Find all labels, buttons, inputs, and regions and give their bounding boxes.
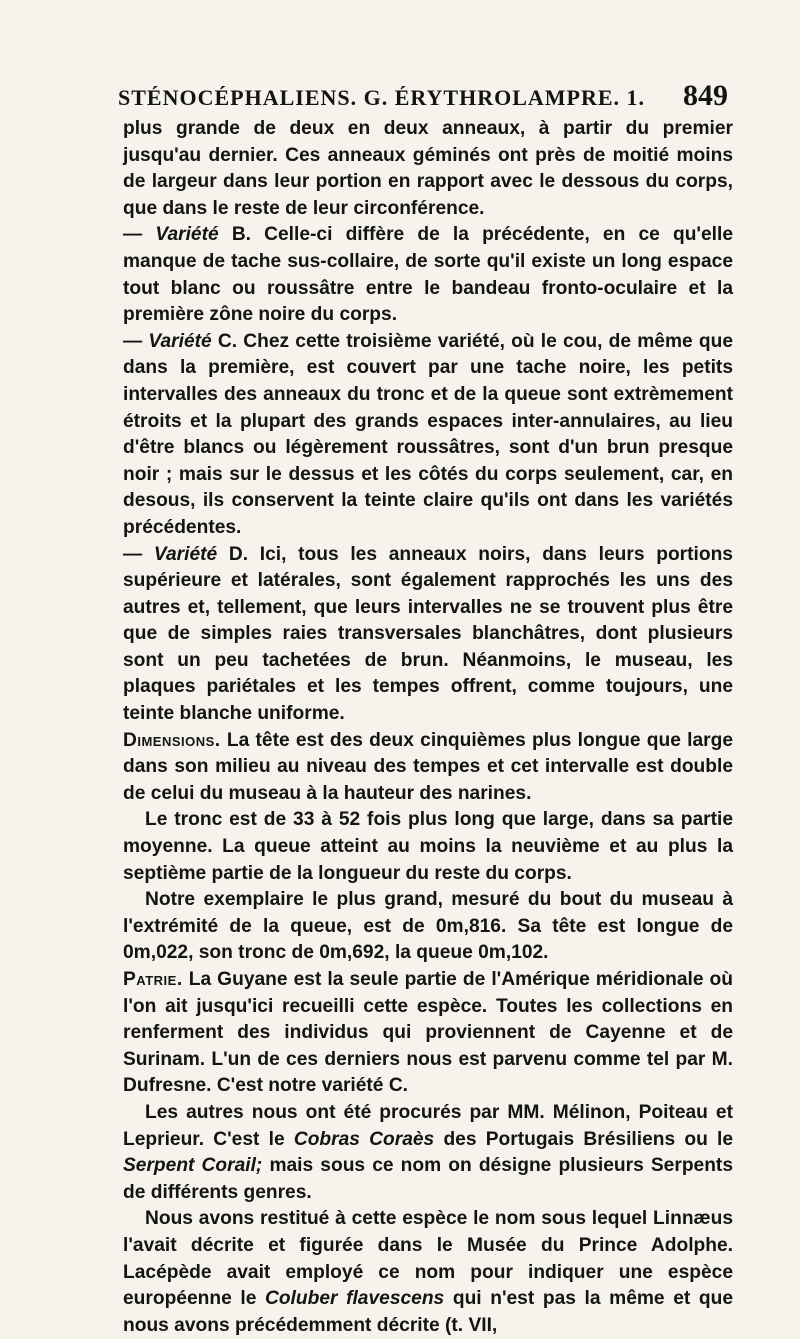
italic-text: Serpent Corail; bbox=[123, 1155, 263, 1177]
paragraph bbox=[123, 967, 733, 1100]
italic-text: Coluber flavescens bbox=[264, 1288, 445, 1310]
text-run: des Portugais Brésiliens ou le bbox=[434, 1128, 734, 1150]
text-run: Les autres nous ont été procurés par MM. Mélinon, Poiteau et Leprieur. C'est le bbox=[123, 1101, 733, 1150]
text-run: C. Chez cette troisième variété, où le cou, de même que dans la première, est couvert par une tache noire, les petits intervalles des anneaux du tronc et de la queue sont extrèmement étroits et la plupart des grands espaces inter-annulaires, au lieu d'être blancs ou légèrement roussâtres, sont d'un brun presque noir ; mais sur le dessus et les côtés du corps seulement, car, en desous, ils conservent la teinte claire qu'ils ont dans les variétés précédentes. bbox=[123, 330, 733, 538]
text-run: La tête est des deux cinquièmes plus longue que large dans son milieu au niveau des tempes et cet intervalle est double de celui du museau à la hauteur des narines. bbox=[123, 729, 733, 804]
text-run: Nous avons restitué à cette espèce le nom sous lequel Linnæus l'avait décrite et figurée dans le Musée du Prince Adolphe. Lacépède avait employé ce nom pour indiquer une espèce européenne le bbox=[123, 1208, 733, 1310]
text-run: — bbox=[123, 330, 149, 352]
text-run: La Guyane est la seule partie de l'Amérique méridionale où l'on ait jusqu'ici recueilli cette espèce. Toutes les collections en renferment des individus qui proviennent de Cayenne et de Surinam. L'un de ces derniers nous est parvenu comme tel par M. Dufresne. C'est notre variété C. bbox=[123, 969, 733, 1097]
text-run: D. Ici, tous les anneaux noirs, dans leurs portions supérieure et latérales, sont également rapprochés les uns des autres et, tellement, que leurs intervalles ne se trouvent plus être que de simples raies transversales blanchâtres, dont plusieurs sont un peu tachetées de brun. Néanmoins, le museau, les plaques pariétales et les tempes offrent, comme toujours, une teinte blanche uniforme. bbox=[123, 543, 733, 725]
text-run: plus grande de deux en deux anneaux, à partir du premier jusqu'au dernier. Ces anneaux géminés ont près de moitié moins de largeur dans leur portion en rapport avec le dessous du corps, que dans le reste de leur circonférence. bbox=[123, 118, 733, 219]
body-text bbox=[123, 116, 733, 1339]
paragraph bbox=[123, 329, 733, 542]
italic-text: Cobras Coraès bbox=[293, 1128, 435, 1150]
paragraph bbox=[123, 1100, 733, 1206]
running-title: STÉNOCÉPHALIENS. G. ÉRYTHROLAMPRE. 1. bbox=[118, 85, 646, 110]
paragraph bbox=[123, 116, 733, 222]
text-run: qui n'est pas la même et que nous avons précédemment décrite (t. VII, bbox=[123, 1288, 733, 1336]
text-run: — bbox=[123, 543, 154, 565]
paragraph bbox=[123, 728, 733, 808]
italic-text: Variété bbox=[153, 543, 218, 565]
page-header bbox=[118, 75, 728, 115]
paragraph bbox=[123, 807, 733, 887]
text-run: Notre exemplaire le plus grand, mesuré du bout du museau à l'extrémité de la queue, est de 0m,816. Sa tête est longue de 0m,022, son tronc de 0m,692, la queue 0m,102. bbox=[123, 889, 733, 964]
text-run: mais sous ce nom on désigne plusieurs Serpents de différents genres. bbox=[123, 1155, 733, 1203]
paragraph bbox=[123, 887, 733, 967]
page-number: 849 bbox=[683, 79, 728, 112]
text-run: — bbox=[123, 224, 156, 246]
paragraph bbox=[123, 1206, 733, 1339]
section-heading: Patrie. bbox=[123, 969, 183, 990]
text-run: Le tronc est de 33 à 52 fois plus long que large, dans sa partie moyenne. La queue atteint au moins la neuvième et au plus la septième partie de la longueur du reste du corps. bbox=[123, 809, 733, 884]
section-heading: Dimensions. bbox=[123, 729, 221, 751]
italic-text: Variété bbox=[155, 224, 219, 246]
italic-text: Variété bbox=[148, 330, 212, 352]
paragraph bbox=[123, 222, 733, 328]
paragraph bbox=[123, 542, 733, 728]
text-run: B. Celle-ci diffère de la précédente, en ce qu'elle manque de tache sus-collaire, de sorte qu'il existe un long espace tout blanc ou roussâtre entre le bandeau fronto-oculaire et la première zône noire du corps. bbox=[123, 224, 733, 326]
